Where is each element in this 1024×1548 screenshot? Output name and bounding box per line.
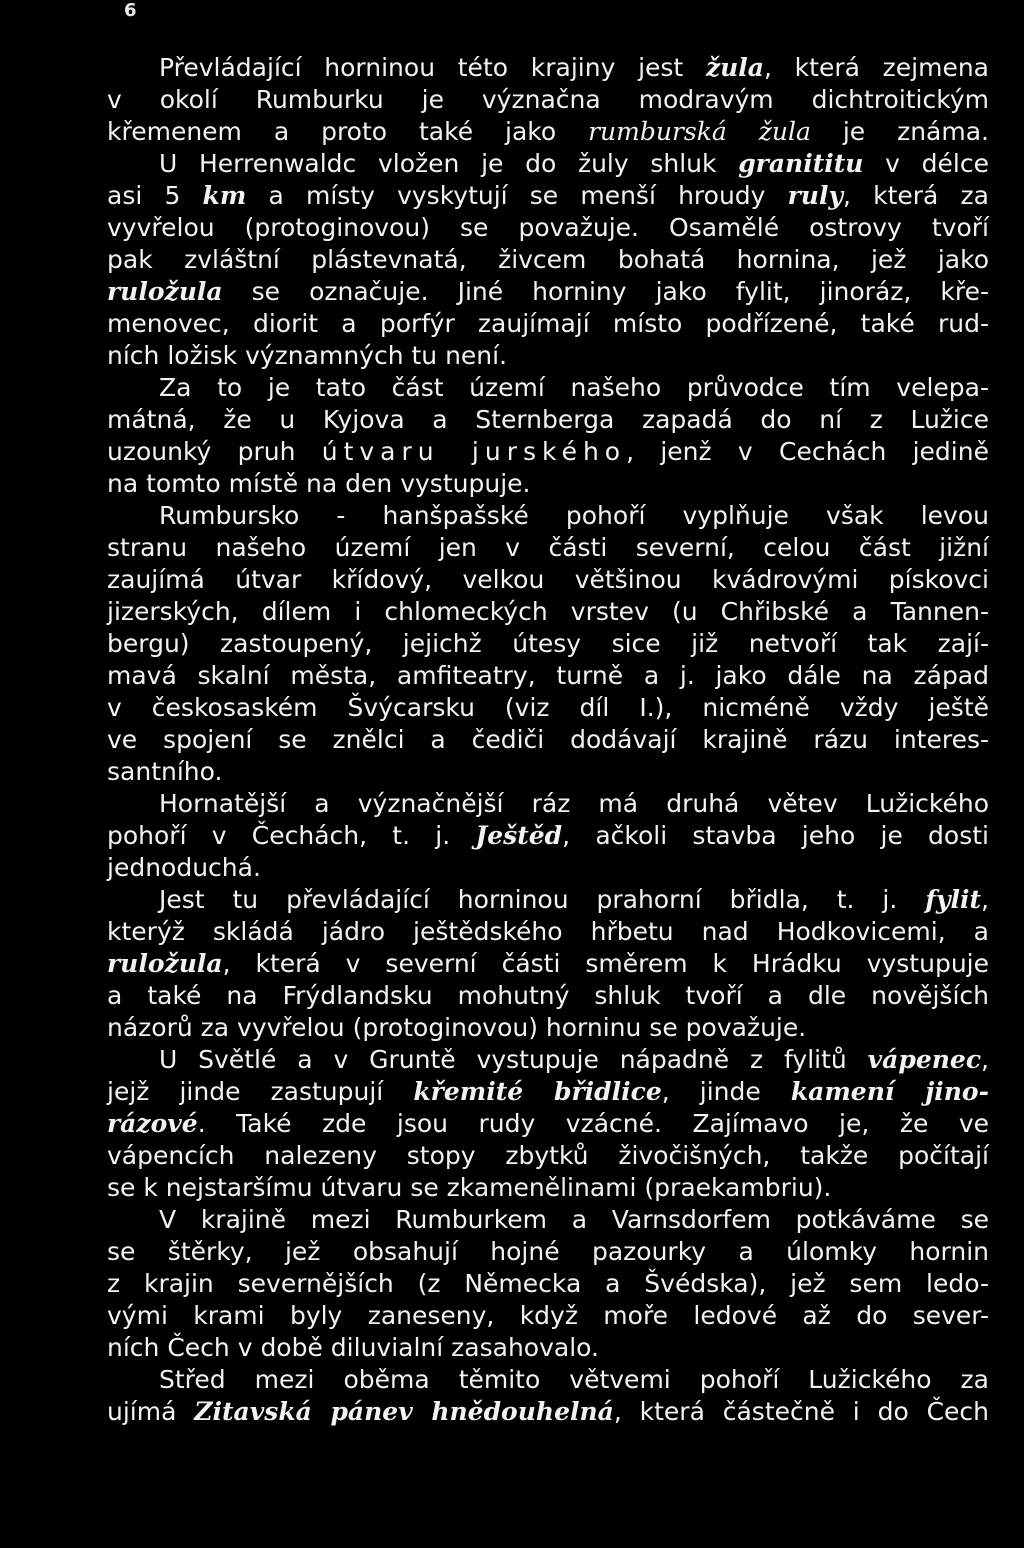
paragraph-gravel (107, 1204, 989, 1364)
text-line: z krajin severnějších (z Německa a Švédska), jež sem ledo- (107, 1269, 989, 1298)
text-line: bergu) zastoupený, jejichž útesy sice již netvoří tak zají- (107, 629, 989, 658)
text-line: ruložula se označuje. Jiné horniny jako fylit, jinoráz, kře- (107, 277, 989, 306)
text-line: jejž jinde zastupují křemité břidlice, jinde kamení jino- (107, 1077, 989, 1106)
text-line: ruložula, která v severní části směrem k Hrádku vystupuje (107, 949, 989, 978)
paragraph-granite (107, 52, 989, 372)
paragraph-rumbursko (107, 500, 989, 788)
text-line: Střed mezi oběma těmito větvemi pohoří Lužického za (159, 1365, 989, 1394)
text-line: Převládající horninou této krajiny jest žula, která zejmena (159, 53, 989, 82)
text-line: vými krami byly zaneseny, když moře ledové až do sever- (107, 1301, 989, 1330)
text-line: se k nejstaršímu útvaru se zkamenělinami (praekambriu). (107, 1173, 832, 1202)
text-line: na tomto místě na den vystupuje. (107, 469, 531, 498)
text-line: Rumbursko - hanšpašské pohoří vyplňuje však levou (159, 501, 989, 530)
text-line: Za to je tato část území našeho průvodce tím velepa- (159, 373, 989, 402)
text-line: jizerských, dílem i chlomeckých vrstev (u Chřibské a Tannen- (107, 597, 989, 626)
text-line: U Herrenwaldc vložen je do žuly shluk granititu v délce (159, 149, 989, 178)
text-line: a také na Frýdlandsku mohutný shluk tvoří a dle novějších (107, 981, 989, 1010)
text-line: se štěrky, jež obsahují hojné pazourky a úlomky hornin (107, 1237, 989, 1266)
paragraph-jurassic (107, 372, 989, 500)
text-line: stranu našeho území jen v části severní, celou část jižní (107, 533, 989, 562)
text-line: pohoří v Čechách, t. j. Ještěd, ačkoli stavba jeho je dosti (107, 821, 989, 850)
page-number: 6 (124, 0, 137, 21)
text-line: ujímá Zitavská pánev hnědouhelná, která částečně i do Čech (107, 1397, 989, 1426)
paragraph-zittau (107, 1364, 989, 1428)
text-line: v okolí Rumburku je význačna modravým dichtroitickým (107, 85, 989, 114)
text-line: Jest tu převládající horninou prahorní břidla, t. j. fylit, (159, 885, 989, 914)
text-line: vyvřelou (protoginovou) se považuje. Osamělé ostrovy tvoří (107, 213, 989, 242)
text-line: U Světlé a v Gruntě vystupuje nápadně z fylitů vápenec, (159, 1045, 989, 1074)
text-line: ních Čech v době diluvialní zasahovalo. (107, 1333, 599, 1362)
text-line: ve spojení se znělci a čediči dodávají krajině rázu interes- (107, 725, 989, 754)
text-line: kterýž skládá jádro ještědského hřbetu nad Hodkovicemi, a (107, 917, 989, 946)
text-line: rázové. Také zde jsou rudy vzácné. Zajímavo je, že ve (107, 1109, 989, 1138)
text-line: V krajině mezi Rumburkem a Varnsdorfem potkáváme se (159, 1205, 989, 1234)
text-line: Hornatější a význačnější ráz má druhá větev Lužického (159, 789, 989, 818)
text-line: mátná, že u Kyjova a Sternberga zapadá do ní z Lužice (107, 405, 989, 434)
text-line: názorů za vyvřelou (protoginovou) horninu se považuje. (107, 1013, 807, 1042)
text-line: pak zvláštní plástevnatá, živcem bohatá hornina, jež jako (107, 245, 989, 274)
text-line: zaujímá útvar křídový, velkou většinou kvádrovými pískovci (107, 565, 989, 594)
text-line: asi 5 km a místy vyskytují se menší hroudy ruly, která za (107, 181, 989, 210)
text-line: menovec, diorit a porfýr zaujímají místo podřízené, také rud- (107, 309, 989, 338)
text-line: santního. (107, 757, 223, 786)
text-line: ních ložisk významných tu není. (107, 341, 508, 370)
text-line: křemenem a proto také jako rumburská žula je známa. (107, 117, 989, 146)
text-line: uzounký pruh útvaru jurského, jenž v Cechách jedině (107, 437, 989, 466)
paragraph-jested (107, 788, 989, 884)
paragraph-limestone (107, 1044, 989, 1204)
text-body (107, 52, 989, 1428)
text-line: jednoduchá. (107, 853, 261, 882)
text-line: v českosaském Švýcarsku (viz díl I.), nicméně vždy ještě (107, 693, 989, 722)
text-line: vápencích nalezeny stopy zbytků živočišných, takže počítají (107, 1141, 989, 1170)
paragraph-phyllite (107, 884, 989, 1044)
text-line: mavá skalní města, amfiteatry, turně a j. jako dále na západ (107, 661, 989, 690)
